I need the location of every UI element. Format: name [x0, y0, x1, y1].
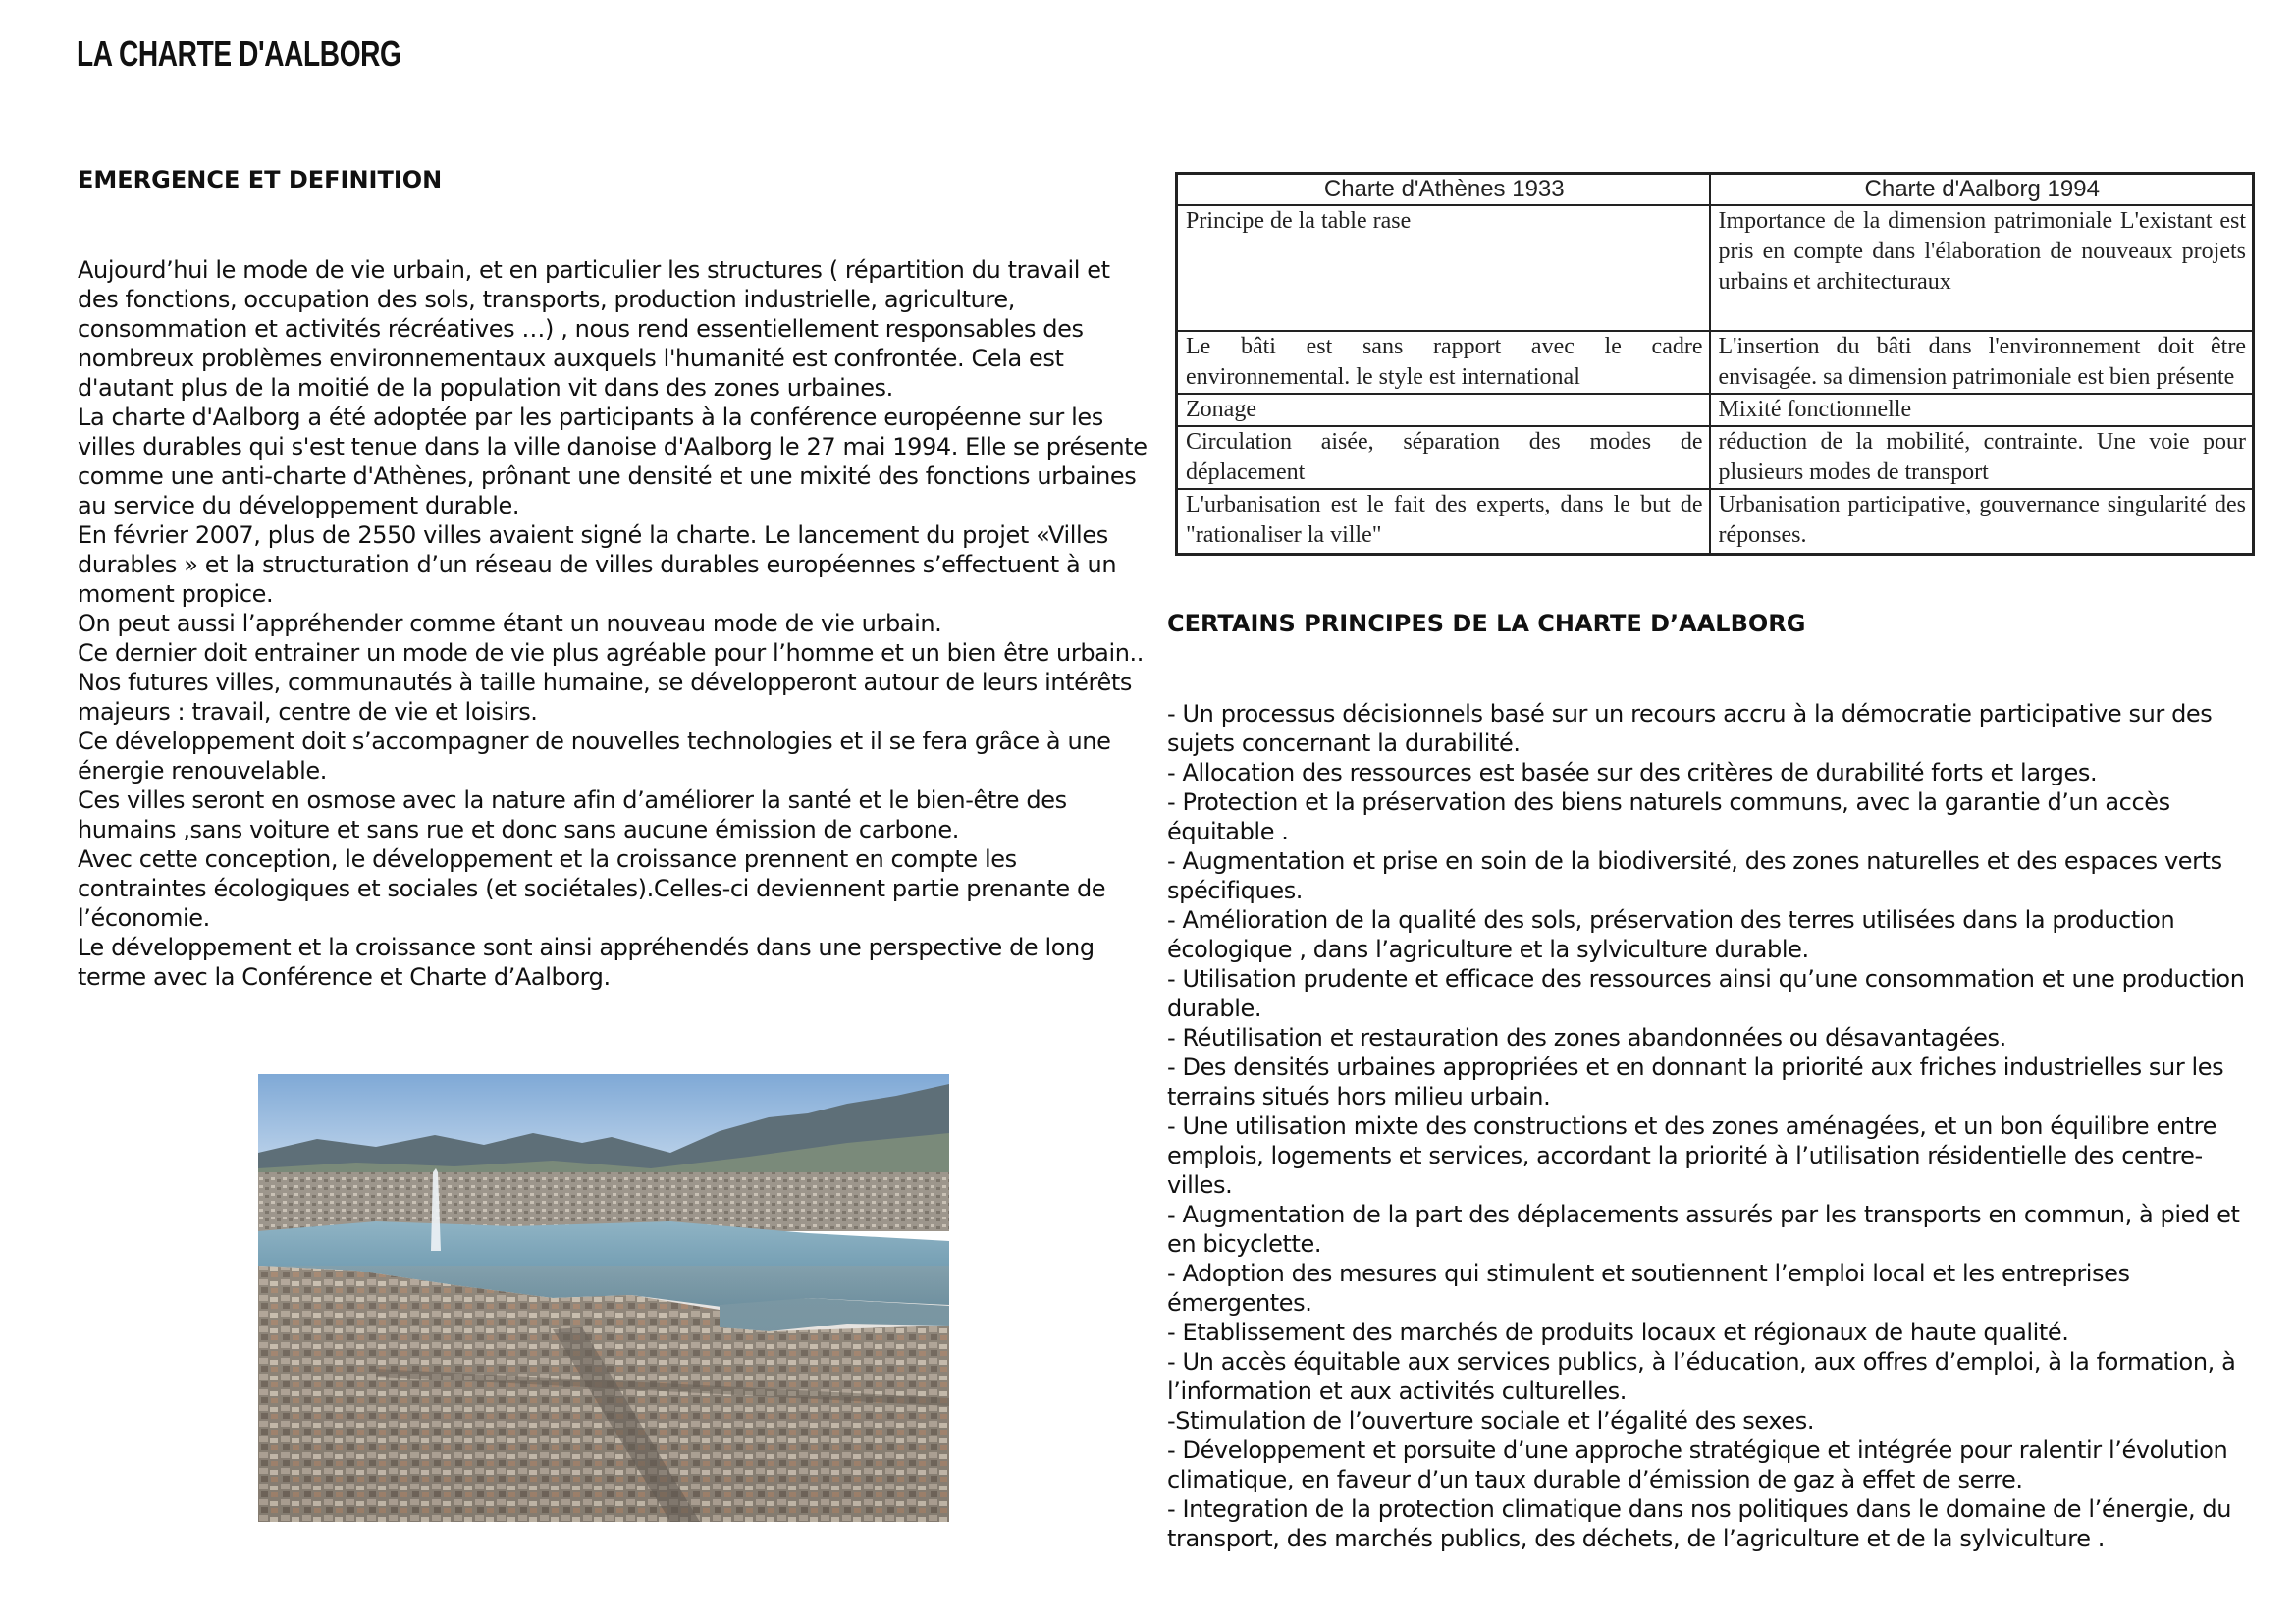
paragraph: Ce développement doit s’accompagner de nouvelles technologies et il se fera grâce à une énergie renouvelable.: [78, 728, 1111, 785]
list-item: - Une utilisation mixte des constructions et des zones aménagées, et un bon équilibre entre emplois, logements et services, accordant la priorité à l’utilisation résidentielle des centre-villes.: [1167, 1112, 2216, 1199]
list-item: - Un accès équitable aux services publics, à l’éducation, aux offres d’emploi, à la formation, à l’information et aux activités culturelles.: [1167, 1348, 2236, 1405]
list-item: -Stimulation de l’ouverture sociale et l’égalité des sexes.: [1167, 1407, 1815, 1435]
list-item: - Adoption des mesures qui stimulent et soutiennent l’emploi local et les entreprises émergentes.: [1167, 1260, 2130, 1317]
comparison-table: [1175, 172, 2255, 556]
table-cell: Le bâti est sans rapport avec le cadre environnemental. le style est international: [1177, 331, 1710, 394]
paragraph: Nos futures villes, communautés à taille humaine, se développeront autour de leurs intérêts majeurs : travail, centre de vie et loisirs.: [78, 669, 1132, 726]
table-header-row: [1177, 174, 2254, 206]
paragraph: La charte d'Aalborg a été adoptée par les participants à la conférence européenne sur les villes durables qui s'est tenue dans la ville danoise d'Aalborg le 27 mai 1994. Elle se présente comme une anti-charte d'Athènes, prônant une densité et une mixité des fonctions urbaines au service du développement durable.: [78, 404, 1148, 519]
list-item: - Amélioration de la qualité des sols, préservation des terres utilisées dans la production écologique , dans l’agriculture et la sylviculture durable.: [1167, 906, 2175, 963]
table-cell: L'urbanisation est le fait des experts, dans le but de "rationaliser la ville": [1177, 489, 1710, 554]
list-item: - Integration de la protection climatique dans nos politiques dans le domaine de l’énergie, du transport, des marchés publics, des déchets, de l’agriculture et de la sylviculture .: [1167, 1495, 2232, 1552]
paragraph: Avec cette conception, le développement et la croissance prennent en compte les contraintes écologiques et sociales (et sociétales).Celles-ci deviennent partie prenante de l’économie.: [78, 845, 1106, 932]
list-item: - Un processus décisionnels basé sur un recours accru à la démocratie participative sur des sujets concernant la durabilité.: [1167, 700, 2213, 757]
table-cell: Zonage: [1177, 394, 1710, 426]
table-header-aalborg: Charte d'Aalborg 1994: [1710, 174, 2254, 206]
table-cell: Circulation aisée, séparation des modes de déplacement: [1177, 426, 1710, 489]
principles-list: [1167, 699, 2262, 1553]
table-cell: Principe de la table rase: [1177, 205, 1710, 331]
page-title: LA CHARTE D'AALBORG: [77, 33, 401, 74]
list-item: - Protection et la préservation des biens naturels communs, avec la garantie d’un accès équitable .: [1167, 788, 2170, 845]
list-item: - Des densités urbaines appropriées et en donnant la priorité aux friches industrielles sur les terrains situés hors milieu urbain.: [1167, 1054, 2224, 1110]
table-row: [1177, 394, 2254, 426]
shade: [258, 1266, 949, 1522]
paragraph: Aujourd’hui le mode de vie urbain, et en particulier les structures ( répartition du travail et des fonctions, occupation des sols, transports, production industrielle, agriculture, consommation et activités récréatives …) , nous rend essentiellement responsables des nombreux problèmes environnementaux auxquels l'humanité est confrontée. Cela est d'autant plus de la moitié de la population vit dans des zones urbaines.: [78, 256, 1110, 402]
table-cell: Urbanisation participative, gouvernance singularité des réponses.: [1710, 489, 2254, 554]
section-heading-principes: CERTAINS PRINCIPES DE LA CHARTE D’AALBORG: [1167, 610, 1806, 637]
table-row: [1177, 489, 2254, 554]
list-item: - Allocation des ressources est basée sur des critères de durabilité forts et larges.: [1167, 759, 2098, 786]
table-cell: Importance de la dimension patrimoniale L'existant est pris en compte dans l'élaboration de nouveaux projets urbains et architecturaux: [1710, 205, 2254, 331]
far-city: [258, 1172, 949, 1231]
paragraph: Ces villes seront en osmose avec la nature afin d’améliorer la santé et le bien-être des humains ,sans voiture et sans rue et donc sans aucune émission de carbone.: [78, 786, 1067, 843]
intro-text: [78, 255, 1152, 992]
table-cell: réduction de la mobilité, contrainte. Une voie pour plusieurs modes de transport: [1710, 426, 2254, 489]
city-aerial-illustration: [258, 1074, 949, 1522]
list-item: - Etablissement des marchés de produits locaux et régionaux de haute qualité.: [1167, 1319, 2069, 1346]
list-item: - Utilisation prudente et efficace des ressources ainsi qu’une consommation et une production durable.: [1167, 965, 2245, 1022]
city-aerial-photo: [258, 1074, 949, 1522]
table-row: [1177, 205, 2254, 331]
paragraph: Ce dernier doit entrainer un mode de vie plus agréable pour l’homme et un bien être urbain..: [78, 639, 1144, 667]
paragraph: On peut aussi l’appréhender comme étant un nouveau mode de vie urbain.: [78, 610, 942, 637]
table-header-athenes: Charte d'Athènes 1933: [1177, 174, 1710, 206]
table-row: [1177, 426, 2254, 489]
paragraph: Le développement et la croissance sont ainsi appréhendés dans une perspective de long terme avec la Conférence et Charte d’Aalborg.: [78, 934, 1095, 991]
paragraph: En février 2007, plus de 2550 villes avaient signé la charte. Le lancement du projet «Villes durables » et la structuration d’un réseau de villes durables européennes s’effectuent à un moment propice.: [78, 521, 1117, 608]
list-item: - Augmentation et prise en soin de la biodiversité, des zones naturelles et des espaces verts spécifiques.: [1167, 847, 2222, 904]
table-cell: L'insertion du bâti dans l'environnement doit être envisagée. sa dimension patrimoniale est bien présente: [1710, 331, 2254, 394]
list-item: - Augmentation de la part des déplacements assurés par les transports en commun, à pied et en bicyclette.: [1167, 1201, 2240, 1258]
list-item: - Réutilisation et restauration des zones abandonnées ou désavantagées.: [1167, 1024, 2006, 1052]
table-cell: Mixité fonctionnelle: [1710, 394, 2254, 426]
section-heading-emergence: EMERGENCE ET DEFINITION: [78, 166, 443, 193]
table-row: [1177, 331, 2254, 394]
list-item: - Développement et porsuite d’une approche stratégique et intégrée pour ralentir l’évolution climatique, en faveur d’un taux durable d’émission de gaz à effet de serre.: [1167, 1436, 2228, 1493]
